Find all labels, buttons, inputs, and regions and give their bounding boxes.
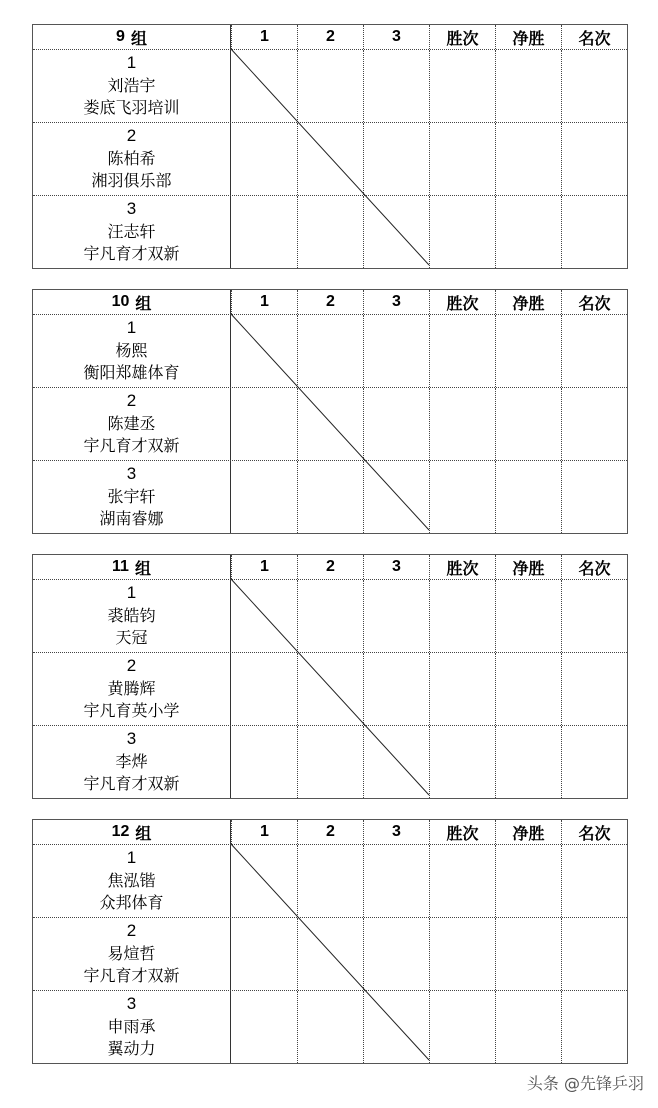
player-name: 陈建丞 xyxy=(107,413,156,433)
rank-cell xyxy=(561,845,627,917)
rank-cell xyxy=(561,726,627,798)
group-header-row xyxy=(33,820,627,845)
net-wins-cell xyxy=(495,991,561,1063)
rank-cell xyxy=(561,653,627,725)
player-club: 宇凡育才双新 xyxy=(83,244,180,263)
player-seed: 2 xyxy=(126,921,137,940)
player-club: 翼动力 xyxy=(107,1039,156,1058)
player-row xyxy=(33,195,627,268)
player-seed: 3 xyxy=(126,199,137,218)
player-cell xyxy=(33,991,231,1063)
group-header-row xyxy=(33,290,627,315)
wins-cell xyxy=(429,461,495,533)
group-title xyxy=(33,25,231,49)
player-cell xyxy=(33,388,231,460)
player-cell xyxy=(33,123,231,195)
col-opponent-3: 3 xyxy=(363,555,429,579)
player-cell xyxy=(33,315,231,387)
score-cell xyxy=(363,315,429,387)
player-cell xyxy=(33,653,231,725)
rank-cell xyxy=(561,388,627,460)
player-cell xyxy=(33,50,231,122)
rank-cell xyxy=(561,918,627,990)
player-club: 娄底飞羽培训 xyxy=(83,98,180,117)
net-wins-cell xyxy=(495,461,561,533)
player-name: 黄腾辉 xyxy=(107,678,156,698)
score-cell xyxy=(363,726,429,798)
player-row xyxy=(33,460,627,533)
rank-cell xyxy=(561,196,627,268)
net-wins-cell xyxy=(495,50,561,122)
player-name: 裘皓钧 xyxy=(107,605,156,625)
net-wins-cell xyxy=(495,726,561,798)
group-suffix: 组 xyxy=(130,30,147,48)
net-wins-cell xyxy=(495,196,561,268)
group-header-row xyxy=(33,555,627,580)
player-row xyxy=(33,990,627,1063)
player-seed: 3 xyxy=(126,994,137,1013)
net-wins-cell xyxy=(495,388,561,460)
score-cell xyxy=(297,123,363,195)
group-table-12 xyxy=(32,819,628,1064)
col-net-wins: 净胜 xyxy=(495,820,561,844)
player-row xyxy=(33,315,627,387)
player-row xyxy=(33,387,627,460)
wins-cell xyxy=(429,50,495,122)
player-name: 焦泓锴 xyxy=(107,870,156,890)
col-opponent-2: 2 xyxy=(297,290,363,314)
player-seed: 2 xyxy=(126,656,137,675)
group-table-9 xyxy=(32,24,628,269)
score-cell xyxy=(297,315,363,387)
col-opponent-1: 1 xyxy=(231,820,297,844)
score-cell xyxy=(363,388,429,460)
score-cell xyxy=(363,918,429,990)
player-club: 宇凡育才双新 xyxy=(83,774,180,793)
score-cell xyxy=(363,845,429,917)
player-name: 易煊哲 xyxy=(107,943,156,963)
player-seed: 1 xyxy=(126,848,137,867)
group-number: 12 xyxy=(111,823,130,840)
watermark-text: 头条 @先锋乒羽 xyxy=(526,1074,644,1093)
player-club: 宇凡育才双新 xyxy=(83,966,180,985)
rank-cell xyxy=(561,50,627,122)
group-suffix: 组 xyxy=(135,295,152,313)
wins-cell xyxy=(429,580,495,652)
net-wins-cell xyxy=(495,580,561,652)
rank-cell xyxy=(561,461,627,533)
player-name: 陈柏希 xyxy=(107,148,156,168)
player-row xyxy=(33,917,627,990)
player-row xyxy=(33,845,627,917)
col-wins: 胜次 xyxy=(429,290,495,314)
rank-cell xyxy=(561,315,627,387)
player-seed: 1 xyxy=(126,318,137,337)
score-cell xyxy=(231,315,297,387)
player-club: 众邦体育 xyxy=(99,893,164,912)
score-cell xyxy=(231,653,297,725)
player-seed: 3 xyxy=(126,464,137,483)
player-club: 湖南睿娜 xyxy=(99,509,164,528)
player-cell xyxy=(33,918,231,990)
player-club: 宇凡育英小学 xyxy=(83,701,180,720)
col-opponent-3: 3 xyxy=(363,290,429,314)
score-cell xyxy=(231,726,297,798)
col-opponent-3: 3 xyxy=(363,820,429,844)
rank-cell xyxy=(561,123,627,195)
player-row xyxy=(33,725,627,798)
group-header-row xyxy=(33,25,627,50)
score-cell xyxy=(363,50,429,122)
player-cell xyxy=(33,196,231,268)
col-opponent-2: 2 xyxy=(297,820,363,844)
group-title xyxy=(33,555,231,579)
net-wins-cell xyxy=(495,315,561,387)
rank-cell xyxy=(561,991,627,1063)
score-cell xyxy=(297,580,363,652)
col-rank: 名次 xyxy=(561,555,627,579)
player-club: 湘羽俱乐部 xyxy=(91,171,172,190)
player-seed: 3 xyxy=(126,729,137,748)
score-cell xyxy=(363,653,429,725)
score-cell xyxy=(231,123,297,195)
player-row xyxy=(33,50,627,122)
group-number: 9 xyxy=(116,28,125,45)
score-cell xyxy=(363,123,429,195)
score-cell xyxy=(297,196,363,268)
score-cell xyxy=(231,580,297,652)
player-cell xyxy=(33,580,231,652)
score-cell xyxy=(297,991,363,1063)
net-wins-cell xyxy=(495,845,561,917)
player-row xyxy=(33,580,627,652)
wins-cell xyxy=(429,918,495,990)
group-suffix: 组 xyxy=(135,825,152,843)
score-cell xyxy=(231,845,297,917)
score-cell xyxy=(363,991,429,1063)
player-name: 汪志轩 xyxy=(107,221,156,241)
col-wins: 胜次 xyxy=(429,25,495,49)
col-opponent-1: 1 xyxy=(231,25,297,49)
player-seed: 1 xyxy=(126,583,137,602)
wins-cell xyxy=(429,845,495,917)
player-row xyxy=(33,122,627,195)
score-cell xyxy=(231,918,297,990)
player-name: 李烨 xyxy=(115,751,148,771)
group-title xyxy=(33,820,231,844)
score-cell xyxy=(363,196,429,268)
player-name: 申雨承 xyxy=(107,1016,156,1036)
player-row xyxy=(33,652,627,725)
player-cell xyxy=(33,461,231,533)
wins-cell xyxy=(429,196,495,268)
score-cell xyxy=(297,845,363,917)
group-table-11 xyxy=(32,554,628,799)
score-cell xyxy=(231,461,297,533)
wins-cell xyxy=(429,991,495,1063)
col-opponent-1: 1 xyxy=(231,555,297,579)
col-opponent-3: 3 xyxy=(363,25,429,49)
player-cell xyxy=(33,726,231,798)
wins-cell xyxy=(429,726,495,798)
group-table-10 xyxy=(32,289,628,534)
net-wins-cell xyxy=(495,653,561,725)
col-net-wins: 净胜 xyxy=(495,290,561,314)
score-cell xyxy=(231,991,297,1063)
wins-cell xyxy=(429,388,495,460)
score-cell xyxy=(297,726,363,798)
rank-cell xyxy=(561,580,627,652)
group-number: 11 xyxy=(112,558,129,575)
score-cell xyxy=(231,50,297,122)
player-seed: 1 xyxy=(126,53,137,72)
col-rank: 名次 xyxy=(561,25,627,49)
score-cell xyxy=(231,388,297,460)
player-club: 衡阳郑雄体育 xyxy=(83,363,180,382)
col-rank: 名次 xyxy=(561,290,627,314)
net-wins-cell xyxy=(495,123,561,195)
player-name: 刘浩宇 xyxy=(107,75,156,95)
group-suffix: 组 xyxy=(134,560,151,578)
score-cell xyxy=(297,653,363,725)
net-wins-cell xyxy=(495,918,561,990)
player-cell xyxy=(33,845,231,917)
player-seed: 2 xyxy=(126,126,137,145)
wins-cell xyxy=(429,653,495,725)
score-cell xyxy=(297,461,363,533)
player-club: 宇凡育才双新 xyxy=(83,436,180,455)
col-rank: 名次 xyxy=(561,820,627,844)
col-net-wins: 净胜 xyxy=(495,555,561,579)
player-seed: 2 xyxy=(126,391,137,410)
score-cell xyxy=(297,50,363,122)
player-name: 张宇轩 xyxy=(107,486,156,506)
player-club: 天冠 xyxy=(115,628,148,647)
col-wins: 胜次 xyxy=(429,555,495,579)
score-cell xyxy=(231,196,297,268)
score-cell xyxy=(363,580,429,652)
group-title xyxy=(33,290,231,314)
score-cell xyxy=(363,461,429,533)
wins-cell xyxy=(429,123,495,195)
group-number: 10 xyxy=(111,293,130,310)
score-cell xyxy=(297,918,363,990)
col-opponent-2: 2 xyxy=(297,25,363,49)
col-net-wins: 净胜 xyxy=(495,25,561,49)
col-opponent-1: 1 xyxy=(231,290,297,314)
player-name: 杨熙 xyxy=(115,340,148,360)
col-wins: 胜次 xyxy=(429,820,495,844)
col-opponent-2: 2 xyxy=(297,555,363,579)
score-cell xyxy=(297,388,363,460)
wins-cell xyxy=(429,315,495,387)
